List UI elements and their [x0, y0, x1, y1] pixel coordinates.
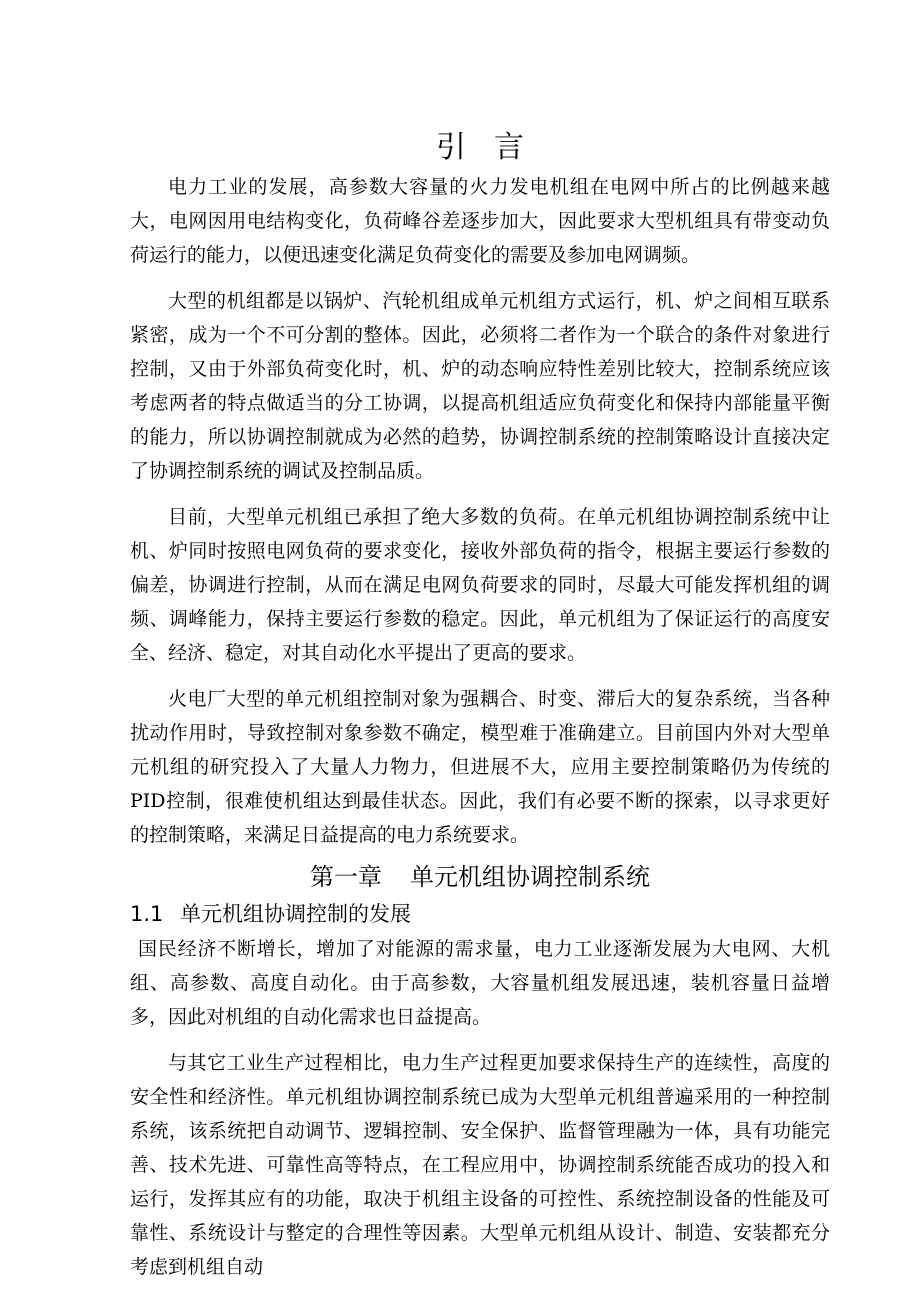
section-heading: [130, 896, 830, 932]
intro-paragraph-4: 火电厂大型的单元机组控制对象为强耦合、时变、滞后大的复杂系统，当各种扰动作用时，导致控制对象参数不确定，模型难于准确建立。目前国内外对大型单元机组的研究投入了大量人力物力，但进展不大，应用主要控制策略仍为传统的PID控制，很难使机组达到最佳状态。因此，我们有必要不断的探索，以寻求更好的控制策略，来满足日益提高的电力系统要求。: [130, 688, 830, 846]
chapter-heading: [130, 858, 830, 896]
chapter-title: 单元机组协调控制系统: [410, 863, 650, 891]
page-content: [130, 128, 830, 1296]
section-title: 单元机组协调控制的发展: [180, 902, 411, 926]
intro-paragraph-3: 目前，大型单元机组已承担了绝大多数的负荷。在单元机组协调控制系统中让机、炉同时按照电网负荷的要求变化，接收外部负荷的指令，根据主要运行参数的偏差，协调进行控制，从而在满足电网负荷要求的同时，尽最大可能发挥机组的调频、调峰能力，保持主要运行参数的稳定。因此，单元机组为了保证运行的高度安全、经济、稳定，对其自动化水平提出了更高的要求。: [130, 506, 830, 664]
section-number: 1.1: [130, 902, 164, 926]
intro-title: 引言: [436, 130, 552, 165]
chapter-label: 第一章: [310, 863, 382, 891]
intro-paragraph-1: 电力工业的发展，高参数大容量的火力发电机组在电网中所占的比例越来越大，电网因用电结构变化，负荷峰谷差逐步加大，因此要求大型机组具有带变动负荷运行的能力，以便迅速变化满足负荷变化的需要及参加电网调频。: [130, 176, 830, 266]
section-paragraph-1: 国民经济不断增长，增加了对能源的需求量，电力工业逐渐发展为大电网、大机组、高参数、高度自动化。由于高参数，大容量机组发展迅速，装机容量日益增多，因此对机组的自动化需求也日益提高。: [130, 938, 830, 1028]
section-paragraph-2: 与其它工业生产过程相比，电力生产过程更加要求保持生产的连续性，高度的安全性和经济性。单元机组协调控制系统已成为大型单元机组普遍采用的一种控制系统，该系统把自动调节、逻辑控制、安全保护、监督管理融为一体，具有功能完善、技术先进、可靠性高等特点，在工程应用中，协调控制系统能否成功的投入和运行，发挥其应有的功能，取决于机组主设备的可控性、系统控制设备的性能及可靠性、系统设计与整定的合理性等因素。大型单元机组从设计、制造、安装都充分考虑到机组自动: [130, 1052, 830, 1278]
intro-paragraph-2: 大型的机组都是以锅炉、汽轮机组成单元机组方式运行，机、炉之间相互联系紧密，成为一个不可分割的整体。因此，必须将二者作为一个联合的条件对象进行控制，又由于外部负荷变化时，机、炉的动态响应特性差别比较大，控制系统应该考虑两者的特点做适当的分工协调，以提高机组适应负荷变化和保持内部能量平衡的能力，所以协调控制就成为必然的趋势，协调控制系统的控制策略设计直接决定了协调控制系统的调试及控制品质。: [130, 290, 830, 482]
